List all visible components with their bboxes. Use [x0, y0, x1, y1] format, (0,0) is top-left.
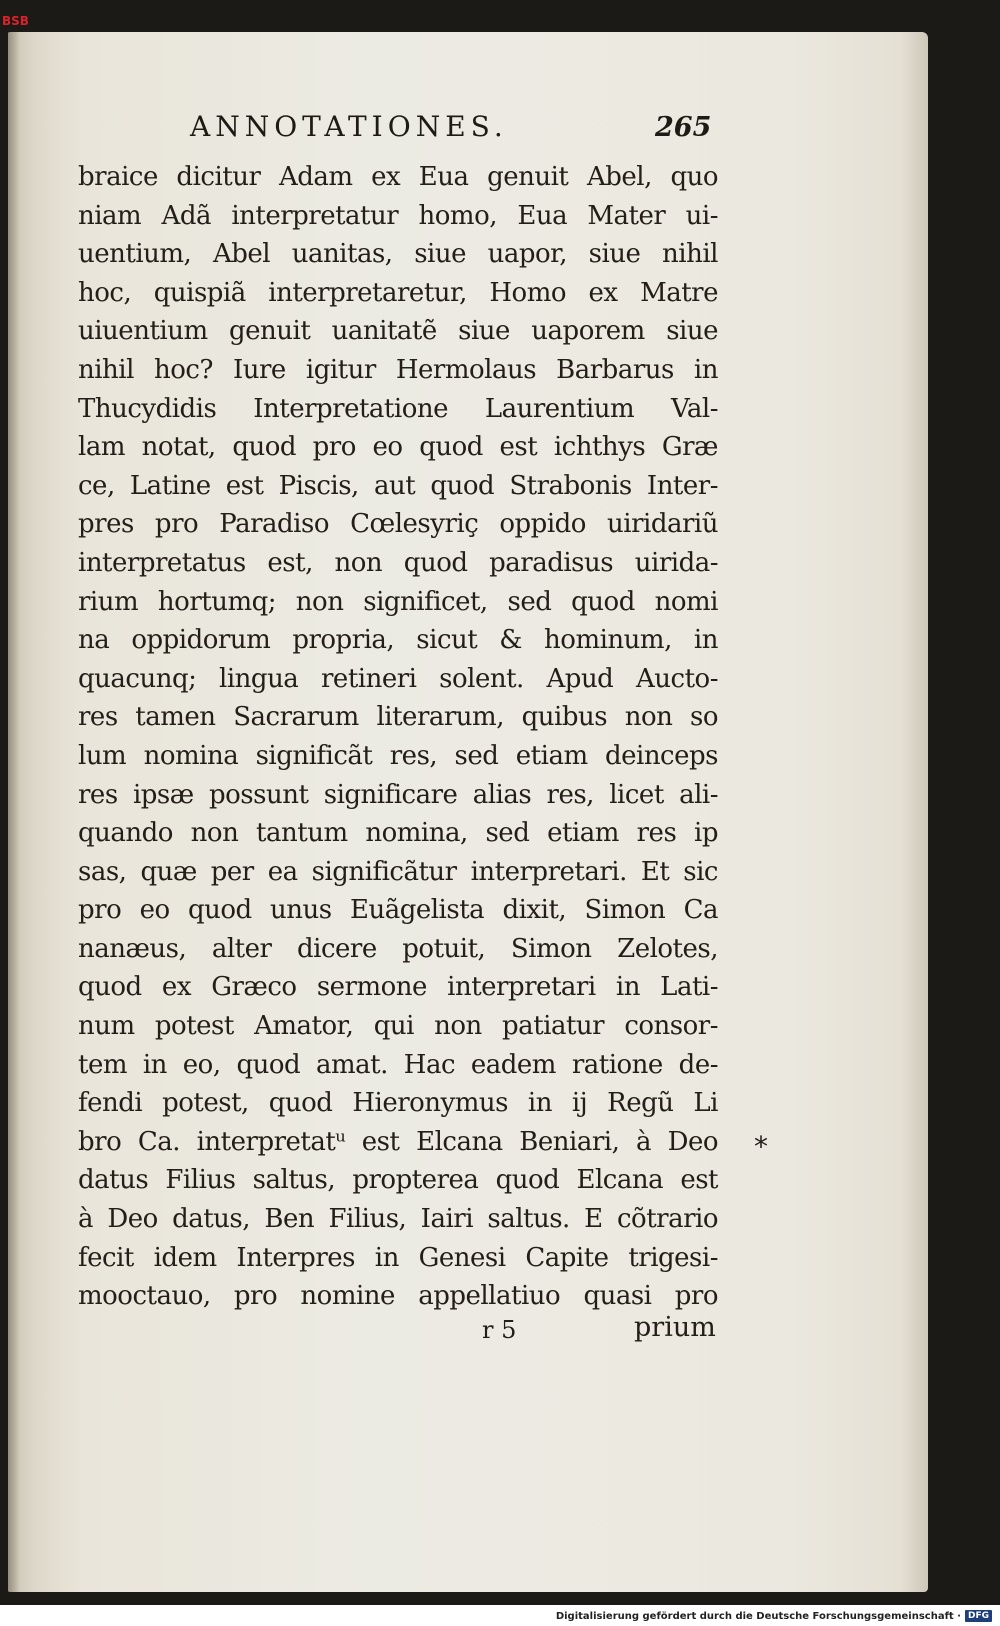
text-line: braice dicitur Adam ex Eua genuit Abel, quo [78, 162, 718, 192]
text-line: niam Adã interpretatur homo, Eua Mater ui- [78, 200, 718, 231]
text-line: uentium, Abel uanitas, siue uapor, siue nihil [78, 239, 718, 270]
page-number: 265 [655, 112, 712, 143]
text-line: sas, quæ per ea significãtur interpretari. Et sic [78, 856, 718, 887]
text-line: quando non tantum nomina, sed etiam res ip [78, 818, 718, 849]
text-line: nihil hoc? Iure igitur Hermolaus Barbarus in [78, 354, 718, 385]
text-line: hoc, quispiã interpretaretur, Homo ex Matre [78, 277, 718, 308]
dfg-logo: DFG [965, 1610, 992, 1622]
text-line: fendi potest, quod Hieronymus in ij Regũ Li [78, 1088, 718, 1119]
running-title: ANNOTATIONES. [190, 110, 508, 143]
text-line: na oppidorum propria, sicut & hominum, in [78, 625, 718, 656]
text-line: num potest Amator, qui non patiatur consor- [78, 1011, 718, 1042]
text-line: lam notat, quod pro eo quod est ichthys Græ [78, 432, 718, 463]
text-line: res tamen Sacrarum literarum, quibus non so [78, 702, 718, 733]
text-line: tem in eo, quod amat. Hac eadem ratione de- [78, 1049, 718, 1080]
digitization-credit [556, 1608, 992, 1624]
text-line: res ipsæ possunt significare alias res, licet ali- [78, 779, 718, 810]
signature-mark: r 5 [482, 1316, 517, 1344]
text-line: rium hortumq; non significet, sed quod nomi [78, 586, 718, 617]
credit-text: Digitalisierung gefördert durch die Deutsche Forschungsgemeinschaft · [555, 1610, 961, 1622]
text-line: fecit idem Interpres in Genesi Capite trigesi- [78, 1242, 718, 1273]
text-line: ce, Latine est Piscis, aut quod Strabonis Inter- [78, 470, 718, 501]
text-line: quod ex Græco sermone interpretari in Lati- [78, 972, 718, 1003]
text-line: mooctauo, pro nomine appellatiuo quasi pro [78, 1281, 718, 1312]
catchword: prium [634, 1312, 716, 1343]
text-line: Thucydidis Interpretatione Laurentium Val- [78, 393, 718, 424]
text-line: nanæus, alter dicere potuit, Simon Zelotes, [78, 933, 718, 964]
text-line: lum nomina significãt res, sed etiam deinceps [78, 740, 718, 771]
text-line: interpretatus est, non quod paradisus uirida- [78, 547, 718, 578]
body-text [78, 158, 718, 1316]
running-head [0, 100, 1000, 150]
gutter-shadow [8, 32, 20, 1592]
library-stamp: BSB [2, 14, 29, 28]
text-line: à Deo datus, Ben Filius, Iairi saltus. E cõtrario [78, 1204, 718, 1235]
marginal-asterisk: * [754, 1130, 768, 1163]
text-line: bro Ca. interpretatᵘ est Elcana Beniari, à Deo [78, 1126, 718, 1157]
text-line: uiuentium genuit uanitatẽ siue uaporem siue [78, 316, 718, 347]
text-line: pro eo quod unus Euãgelista dixit, Simon Ca [78, 895, 718, 926]
text-line: pres pro Paradiso Cœlesyriç oppido uiridariũ [78, 509, 718, 540]
text-line: datus Filius saltus, propterea quod Elcana est [78, 1165, 718, 1196]
text-line: quacunq; lingua retineri solent. Apud Aucto- [78, 663, 718, 694]
